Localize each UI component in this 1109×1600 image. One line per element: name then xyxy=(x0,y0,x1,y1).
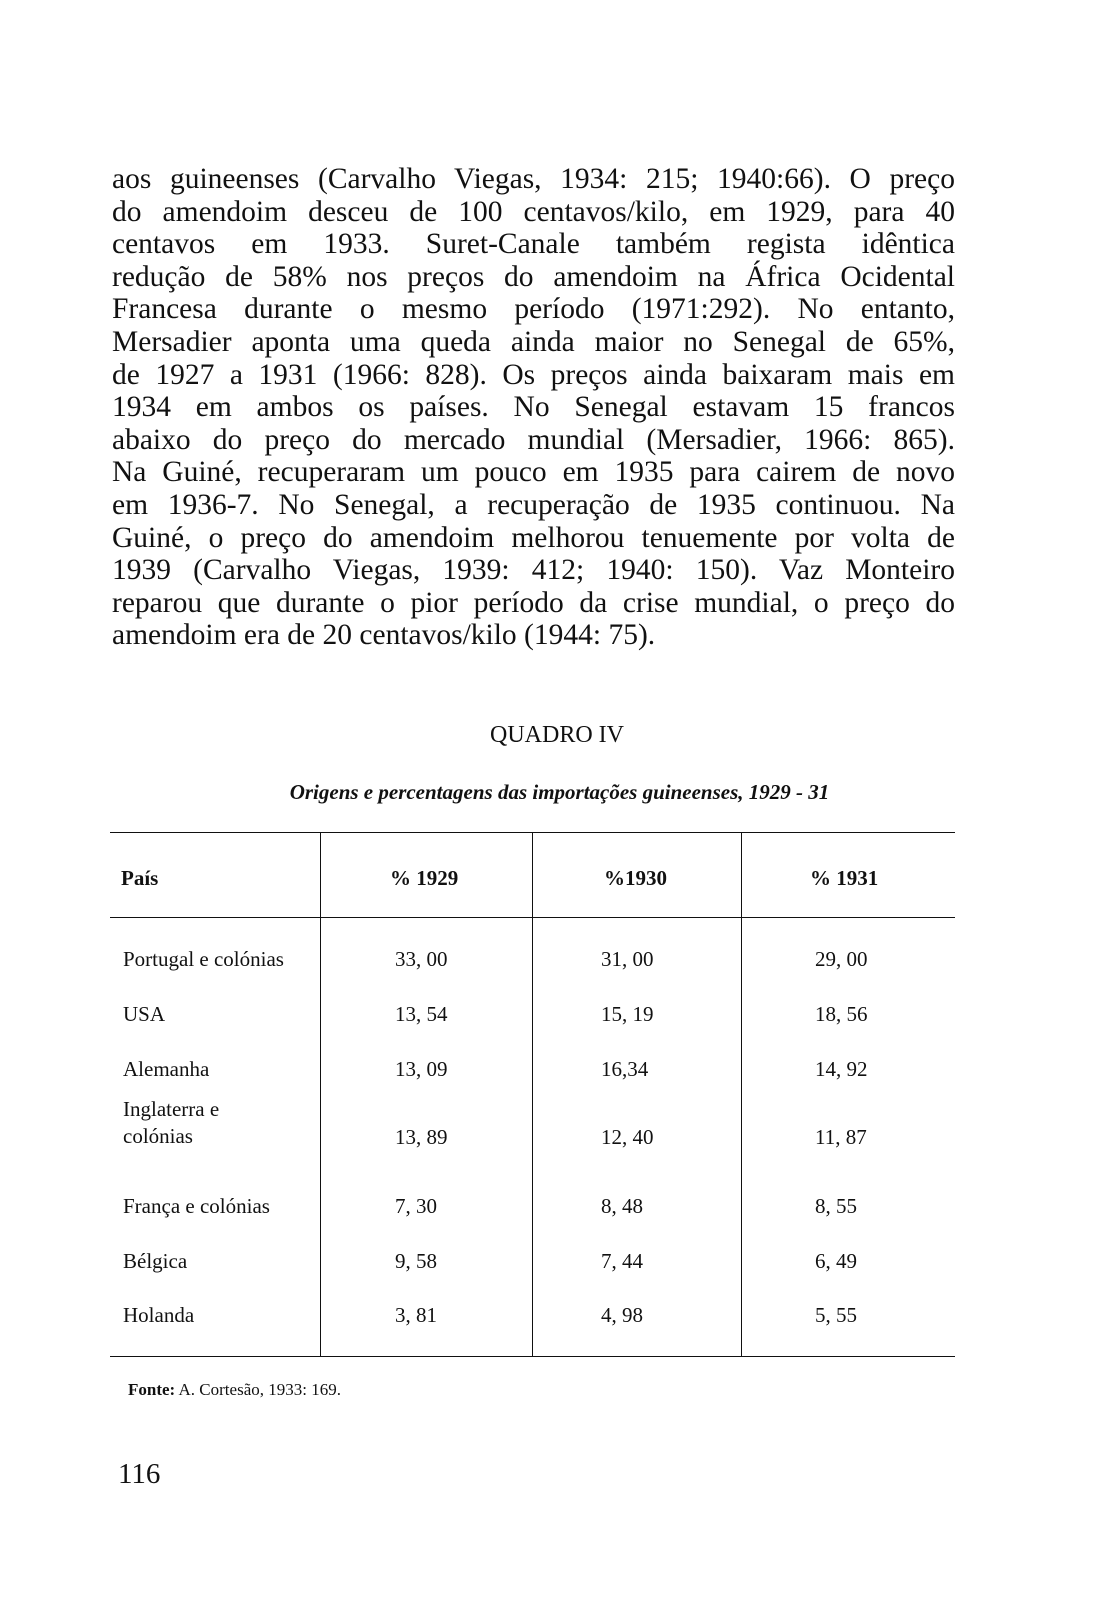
header-1929: % 1929 xyxy=(390,866,459,890)
body-paragraph xyxy=(112,163,955,652)
row-value: 9, 58 xyxy=(395,1249,437,1273)
page-number: 116 xyxy=(118,1458,161,1490)
header-1930: %1930 xyxy=(604,866,667,890)
text-line: 1934 em ambos os países. No Senegal estavam 15 francos xyxy=(112,391,955,424)
table-subtitle: Origens e percentagens das importações guineenses, 1929 - 31 xyxy=(289,780,830,804)
row-value: 14, 92 xyxy=(815,1057,868,1081)
row-country: Holanda xyxy=(123,1303,195,1327)
text-line: Francesa durante o mesmo período (1971:292). No entanto, xyxy=(112,293,955,326)
row-country-part: Inglaterra e xyxy=(123,1097,220,1121)
row-value: 11, 87 xyxy=(815,1125,867,1149)
column-divider xyxy=(320,832,321,1357)
row-value: 7, 30 xyxy=(395,1194,437,1218)
row-value: 7, 44 xyxy=(601,1249,643,1273)
row-value: 13, 89 xyxy=(395,1125,448,1149)
row-value: 31, 00 xyxy=(601,947,654,971)
text-line: Guiné, o preço do amendoim melhorou tenuemente por volta de xyxy=(112,521,955,554)
row-value: 4, 98 xyxy=(601,1303,643,1327)
row-value: 8, 48 xyxy=(601,1194,643,1218)
text-line: 1939 (Carvalho Viegas, 1939: 412; 1940: 150). Vaz Monteiro xyxy=(112,554,955,587)
row-country: USA xyxy=(123,1002,166,1026)
row-value: 33, 00 xyxy=(395,947,448,971)
imports-table xyxy=(110,832,955,1357)
text-line: de 1927 a 1931 (1966: 828). Os preços ainda baixaram mais em xyxy=(112,358,955,391)
text-line: Mersadier aponta uma queda ainda maior no Senegal de 65%, xyxy=(112,325,955,358)
table-source xyxy=(128,1380,341,1400)
row-country: Bélgica xyxy=(123,1249,188,1273)
row-value: 15, 19 xyxy=(601,1002,654,1026)
text-line: reparou que durante o pior período da crise mundial, o preço do xyxy=(112,586,955,619)
text-line: centavos em 1933. Suret-Canale também regista idêntica xyxy=(112,228,955,261)
row-value: 29, 00 xyxy=(815,947,868,971)
column-divider xyxy=(532,832,533,1357)
row-country xyxy=(123,1096,219,1150)
header-country: País xyxy=(121,866,159,890)
row-country: França e colónias xyxy=(123,1194,270,1218)
row-value: 13, 09 xyxy=(395,1057,448,1081)
row-value: 6, 49 xyxy=(815,1249,857,1273)
row-value: 12, 40 xyxy=(601,1125,654,1149)
column-divider xyxy=(741,832,742,1357)
row-value: 18, 56 xyxy=(815,1002,868,1026)
text-line: abaixo do preço do mercado mundial (Mersadier, 1966: 865). xyxy=(112,423,955,456)
text-line: amendoim era de 20 centavos/kilo (1944: 75). xyxy=(112,619,656,652)
text-line: redução de 58% nos preços do amendoim na África Ocidental xyxy=(112,260,955,293)
text-line: do amendoim desceu de 100 centavos/kilo, em 1929, para 40 xyxy=(112,195,955,228)
table-title: QUADRO IV xyxy=(490,722,624,748)
header-1931: % 1931 xyxy=(810,866,879,890)
source-label: Fonte: xyxy=(128,1380,176,1399)
text-line: Na Guiné, recuperaram um pouco em 1935 para cairem de novo xyxy=(112,456,955,489)
text-line: em 1936-7. No Senegal, a recuperação de 1935 continuou. Na xyxy=(112,488,955,521)
row-value: 5, 55 xyxy=(815,1303,857,1327)
text-line: aos guineenses (Carvalho Viegas, 1934: 215; 1940:66). O preço xyxy=(112,163,955,195)
row-value: 3, 81 xyxy=(395,1303,437,1327)
row-value: 8, 55 xyxy=(815,1194,857,1218)
row-country: Alemanha xyxy=(123,1057,210,1081)
row-value: 16,34 xyxy=(601,1057,649,1081)
row-country: Portugal e colónias xyxy=(123,947,284,971)
row-value: 13, 54 xyxy=(395,1002,448,1026)
row-country-part: colónias xyxy=(123,1124,193,1148)
source-text: A. Cortesão, 1933: 169. xyxy=(178,1380,341,1399)
